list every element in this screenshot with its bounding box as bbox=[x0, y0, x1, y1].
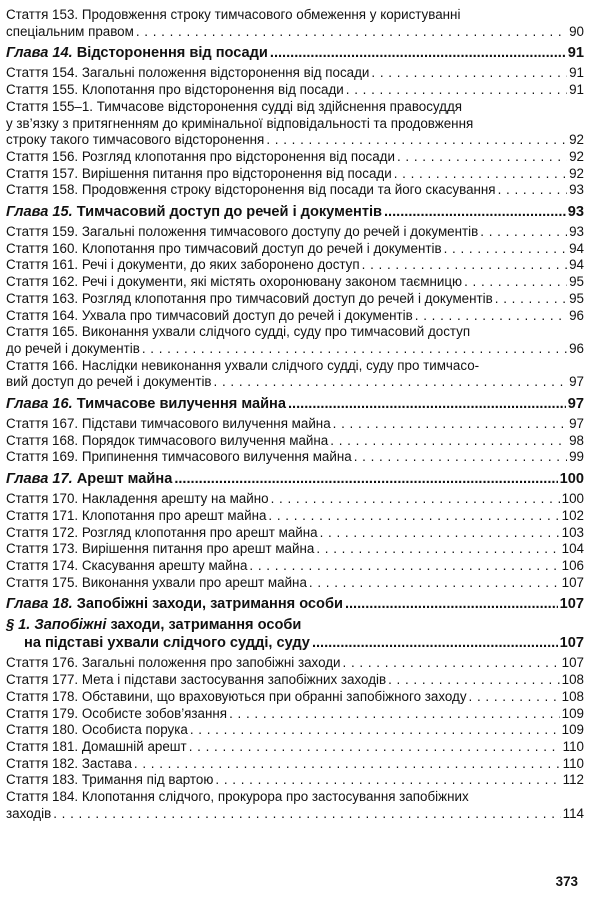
toc-page-ref: 104 bbox=[561, 541, 584, 557]
toc-entry-title: Стаття 159. Загальні положення тимчасового доступу до речей і документів bbox=[6, 224, 479, 240]
toc-entry-line: Стаття 165. Виконання ухвали слідчого судді, суду про тимчасовий доступ bbox=[6, 324, 471, 340]
toc-page-ref: 95 bbox=[569, 274, 584, 290]
leader-dots bbox=[464, 274, 567, 291]
toc-entry bbox=[6, 7, 584, 40]
toc-entry-title: Стаття 171. Клопотання про арешт майна bbox=[6, 507, 267, 523]
toc-entry-title: Стаття 167. Підстави тимчасового вилучення майна bbox=[6, 416, 331, 432]
toc-entry-title: Стаття 168. Порядок тимчасового вилучення майна bbox=[6, 432, 329, 448]
toc-entry bbox=[6, 772, 584, 789]
leader-dots bbox=[469, 689, 560, 706]
toc-entry bbox=[6, 541, 584, 558]
toc-page-ref: 107 bbox=[559, 596, 584, 613]
toc-entry bbox=[6, 575, 584, 592]
leader-dots bbox=[53, 806, 560, 823]
toc-entry-title: Стаття 175. Виконання ухвали про арешт майна bbox=[6, 574, 307, 590]
leader-dots bbox=[271, 491, 560, 508]
toc-page-ref: 96 bbox=[569, 307, 584, 323]
toc-chapter-heading bbox=[6, 395, 584, 413]
leader-dots bbox=[495, 291, 567, 308]
toc-page-ref: 108 bbox=[561, 688, 584, 704]
toc-entry bbox=[6, 149, 584, 166]
toc-entry-title: Стаття 164. Ухвала про тимчасовий доступ до речей і документів bbox=[6, 307, 413, 323]
toc-page-ref: 90 bbox=[569, 23, 584, 39]
toc-page-ref: 108 bbox=[561, 672, 584, 688]
toc-page-ref: 98 bbox=[569, 432, 584, 448]
toc-entry-title: Стаття 172. Розгляд клопотання про арешт майна bbox=[6, 524, 318, 540]
toc-page-ref: 91 bbox=[567, 45, 584, 62]
toc-entry-title: Стаття 154. Загальні положення відсторонення від посади bbox=[6, 65, 370, 81]
toc-entry-title: Стаття 177. Мета і підстави застосування запобіжних заходів bbox=[6, 672, 387, 688]
leader-dots bbox=[384, 203, 566, 221]
toc-chapter-heading bbox=[6, 44, 584, 62]
toc-entry bbox=[6, 558, 584, 575]
toc-entry-title: Стаття 169. Припинення тимчасового вилучення майна bbox=[6, 449, 352, 465]
toc-page-ref: 97 bbox=[567, 396, 584, 413]
leader-dots bbox=[309, 575, 560, 592]
toc-page-ref: 92 bbox=[569, 148, 584, 164]
toc-page-ref: 93 bbox=[569, 224, 584, 240]
toc-entry-title: строку такого тимчасового відсторонення bbox=[6, 132, 265, 148]
leader-dots bbox=[214, 374, 568, 391]
toc-entry bbox=[6, 324, 584, 357]
leader-dots bbox=[371, 65, 567, 82]
toc-page-ref: 92 bbox=[569, 165, 584, 181]
toc-entry bbox=[6, 508, 584, 525]
toc-page-ref: 93 bbox=[567, 204, 584, 221]
toc-entry-line: у зв’язку з притягненням до кримінальної відповідальності та продовження bbox=[6, 115, 474, 131]
toc-entry-title: Стаття 163. Розгляд клопотання про тимчасовий доступ до речей і документів bbox=[6, 290, 493, 306]
toc-entry-title: Стаття 162. Речі і документи, які містять охоронювану законом таємницю bbox=[6, 274, 463, 290]
toc-entry bbox=[6, 706, 584, 723]
toc-page-ref: 97 bbox=[569, 374, 584, 390]
leader-dots bbox=[174, 470, 557, 488]
leader-dots bbox=[288, 395, 566, 413]
toc-entry bbox=[6, 789, 584, 822]
section-title-line: на підставі ухвали слідчого судді, суду bbox=[24, 634, 310, 651]
toc-entry-title: до речей і документів bbox=[6, 340, 140, 356]
leader-dots bbox=[415, 308, 567, 325]
toc-entry bbox=[6, 756, 584, 773]
toc-page-ref: 92 bbox=[569, 132, 584, 148]
leader-dots bbox=[268, 508, 559, 525]
leader-dots bbox=[397, 149, 567, 166]
toc-page-ref: 109 bbox=[561, 705, 584, 721]
toc-entry bbox=[6, 166, 584, 183]
toc-entry bbox=[6, 689, 584, 706]
toc-entry-line: Стаття 166. Наслідки невиконання ухвали слідчого судді, суду про тимчасо- bbox=[6, 357, 480, 373]
page-number: 373 bbox=[555, 874, 578, 889]
toc-entry bbox=[6, 525, 584, 542]
toc-entry-title: Стаття 161. Речі і документи, до яких заборонено доступ bbox=[6, 257, 360, 273]
chapter-label: Глава 14. bbox=[6, 45, 73, 62]
toc-entry bbox=[6, 416, 584, 433]
section-label: § 1. Запобіжні bbox=[6, 617, 107, 634]
leader-dots bbox=[354, 449, 567, 466]
toc-entry bbox=[6, 99, 584, 149]
toc-entry bbox=[6, 655, 584, 672]
toc-entry-title: Стаття 180. Особиста порука bbox=[6, 722, 188, 738]
toc-entry-title: Стаття 181. Домашній арешт bbox=[6, 738, 187, 754]
toc-entry-title: заходів bbox=[6, 805, 52, 821]
toc-entry-line: Стаття 153. Продовження строку тимчасового обмеження у користуванні bbox=[6, 7, 461, 22]
toc-entry bbox=[6, 257, 584, 274]
leader-dots bbox=[346, 82, 567, 99]
toc-entry-title: Стаття 170. Накладення арешту на майно bbox=[6, 491, 269, 507]
toc-page-ref: 103 bbox=[561, 524, 584, 540]
leader-dots bbox=[498, 182, 568, 199]
toc-entry-line: Стаття 155–1. Тимчасове відсторонення судді від здійснення правосуддя bbox=[6, 98, 463, 114]
toc-entry-title: Стаття 158. Продовження строку відсторонення від посади та його скасування bbox=[6, 182, 496, 198]
chapter-title: Тимчасове вилучення майна bbox=[76, 396, 286, 413]
toc-entry-title: Стаття 157. Вирішення питання про відсторонення від посади bbox=[6, 165, 392, 181]
chapter-label: Глава 17. bbox=[6, 471, 73, 488]
toc-chapter-heading bbox=[6, 595, 584, 613]
toc-entry-title: Стаття 182. Застава bbox=[6, 755, 132, 771]
toc-entry bbox=[6, 308, 584, 325]
leader-dots bbox=[229, 706, 560, 723]
table-of-contents bbox=[6, 7, 584, 822]
toc-entry-title: Стаття 155. Клопотання про відсторонення від посади bbox=[6, 82, 344, 98]
toc-entry bbox=[6, 274, 584, 291]
leader-dots bbox=[312, 635, 558, 653]
toc-entry-line: Стаття 184. Клопотання слідчого, прокурора про застосування запобіжних bbox=[6, 789, 469, 805]
toc-entry bbox=[6, 672, 584, 689]
toc-entry bbox=[6, 722, 584, 739]
toc-entry-title: Стаття 176. Загальні положення про запобіжні заходи bbox=[6, 655, 341, 671]
leader-dots bbox=[136, 24, 567, 41]
leader-dots bbox=[320, 525, 560, 542]
toc-page-ref: 94 bbox=[569, 240, 584, 256]
toc-entry bbox=[6, 82, 584, 99]
toc-page-ref: 112 bbox=[562, 772, 584, 788]
toc-entry bbox=[6, 291, 584, 308]
leader-dots bbox=[394, 166, 567, 183]
leader-dots bbox=[388, 672, 560, 689]
leader-dots bbox=[333, 416, 567, 433]
leader-dots bbox=[270, 44, 566, 62]
chapter-label: Глава 15. bbox=[6, 204, 73, 221]
toc-page-ref: 96 bbox=[569, 340, 584, 356]
toc-entry bbox=[6, 491, 584, 508]
toc-chapter-heading bbox=[6, 470, 584, 488]
toc-page-ref: 94 bbox=[569, 257, 584, 273]
toc-entry bbox=[6, 241, 584, 258]
toc-entry bbox=[6, 358, 584, 391]
chapter-label: Глава 18. bbox=[6, 596, 73, 613]
toc-page-ref: 93 bbox=[569, 182, 584, 198]
toc-entry-title: вий доступ до речей і документів bbox=[6, 374, 212, 390]
leader-dots bbox=[444, 241, 568, 258]
toc-page-ref: 100 bbox=[559, 471, 584, 488]
leader-dots bbox=[330, 433, 567, 450]
toc-page-ref: 95 bbox=[569, 290, 584, 306]
leader-dots bbox=[362, 257, 567, 274]
leader-dots bbox=[142, 341, 567, 358]
toc-page-ref: 110 bbox=[562, 755, 584, 771]
toc-entry-title: Стаття 156. Розгляд клопотання про відсторонення від посади bbox=[6, 148, 395, 164]
toc-entry bbox=[6, 182, 584, 199]
toc-page-ref: 110 bbox=[562, 738, 584, 754]
toc-entry-title: Стаття 160. Клопотання про тимчасовий доступ до речей і документів bbox=[6, 240, 442, 256]
toc-page-ref: 107 bbox=[561, 655, 584, 671]
toc-page-ref: 100 bbox=[561, 491, 584, 507]
chapter-label: Глава 16. bbox=[6, 396, 73, 413]
leader-dots bbox=[189, 739, 561, 756]
leader-dots bbox=[343, 655, 560, 672]
chapter-title: Арешт майна bbox=[76, 471, 173, 488]
leader-dots bbox=[134, 756, 561, 773]
toc-page-ref: 97 bbox=[569, 416, 584, 432]
section-title-line: заходи, затримання особи bbox=[110, 617, 302, 634]
toc-entry-title: Стаття 178. Обставини, що враховуються при обранні запобіжного заходу bbox=[6, 688, 467, 704]
toc-chapter-heading bbox=[6, 203, 584, 221]
leader-dots bbox=[215, 772, 560, 789]
toc-page-ref: 91 bbox=[569, 65, 584, 81]
toc-entry-title: Стаття 174. Скасування арешту майна bbox=[6, 557, 248, 573]
leader-dots bbox=[266, 132, 567, 149]
chapter-title: Запобіжні заходи, затримання особи bbox=[76, 596, 343, 613]
toc-page-ref: 107 bbox=[561, 574, 584, 590]
toc-entry-title: спеціальним правом bbox=[6, 23, 134, 39]
toc-entry bbox=[6, 433, 584, 450]
toc-page-ref: 109 bbox=[561, 722, 584, 738]
toc-page-ref: 114 bbox=[562, 805, 584, 821]
toc-entry-title: Стаття 183. Тримання під вартою bbox=[6, 772, 214, 788]
toc-page-ref: 106 bbox=[561, 557, 584, 573]
toc-page-ref: 99 bbox=[569, 449, 584, 465]
toc-entry bbox=[6, 65, 584, 82]
chapter-title: Тимчасовий доступ до речей і документів bbox=[76, 204, 382, 221]
leader-dots bbox=[345, 595, 558, 613]
toc-entry bbox=[6, 449, 584, 466]
leader-dots bbox=[480, 224, 567, 241]
leader-dots bbox=[190, 722, 560, 739]
chapter-title: Відсторонення від посади bbox=[76, 45, 268, 62]
toc-page-ref: 107 bbox=[559, 634, 584, 651]
leader-dots bbox=[316, 541, 559, 558]
toc-page-ref: 91 bbox=[569, 82, 584, 98]
leader-dots bbox=[249, 558, 559, 575]
toc-entry bbox=[6, 224, 584, 241]
toc-section-heading bbox=[6, 617, 584, 652]
toc-entry-title: Стаття 173. Вирішення питання про арешт майна bbox=[6, 541, 315, 557]
toc-entry-title: Стаття 179. Особисте зобов’язання bbox=[6, 705, 228, 721]
toc-entry bbox=[6, 739, 584, 756]
toc-page-ref: 102 bbox=[561, 507, 584, 523]
